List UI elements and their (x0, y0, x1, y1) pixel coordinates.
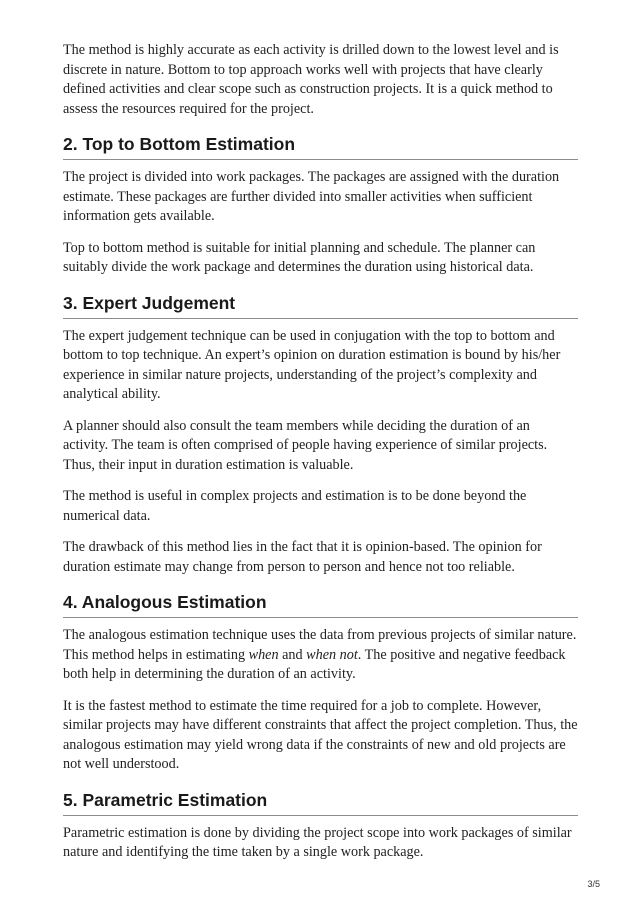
text-run: and (278, 646, 307, 663)
paragraph: The project is divided into work packages. The packages are assigned with the duration estimate. These packages are further divided into smaller activities when sufficient information gets available. (63, 169, 560, 224)
intro-paragraph: The method is highly accurate as each activity is drilled down to the lowest level and is discrete in nature. Bottom to top approach works well with projects that have clearly defined activities and clear scope such as construction projects. It is a quick method to assess the resources required for the project. (63, 42, 559, 117)
emphasis-when: when (248, 646, 279, 663)
section-heading-parametric-estimation: 5. Parametric Estimation (63, 789, 578, 816)
paragraph (63, 626, 578, 685)
paragraph: The method is useful in complex projects and estimation is to be done beyond the numerical data. (63, 488, 527, 524)
section-heading-analogous-estimation: 4. Analogous Estimation (63, 591, 578, 618)
paragraph: The expert judgement technique can be used in conjugation with the top to bottom and bottom to top technique. An expert’s opinion on duration estimation is bound by his/her experience in similar nature projects, understanding of the project’s complexity and analytical ability. (63, 327, 561, 402)
text-run: The analogous estimation technique uses the data from previous projects of similar nature. This method helps in estimating (63, 627, 577, 663)
page-number: 3/5 (587, 879, 600, 889)
article-body (63, 41, 578, 875)
emphasis-when-not: when not (306, 646, 358, 663)
section-heading-top-to-bottom: 2. Top to Bottom Estimation (63, 133, 578, 160)
paragraph: It is the fastest method to estimate the time required for a job to complete. However, similar projects may have different constraints that affect the project completion. Thus, the analogous estimation may yield wrong data if the constraints of new and old projects are not well understood. (63, 697, 578, 772)
paragraph: A planner should also consult the team members while deciding the duration of an activity. The team is often comprised of people having experience of similar projects. Thus, their input in duration estimation is valuable. (63, 417, 548, 473)
paragraph: Top to bottom method is suitable for initial planning and schedule. The planner can suitably divide the work package and determines the duration using historical data. (63, 239, 536, 275)
text-run: . The positive and negative feedback both help in determining the duration of an activity. (63, 646, 566, 682)
section-heading-expert-judgement: 3. Expert Judgement (63, 292, 578, 319)
paragraph: The drawback of this method lies in the fact that it is opinion-based. The opinion for duration estimate may change from person to person and hence not too reliable. (63, 539, 542, 575)
paragraph: Parametric estimation is done by dividing the project scope into work packages of similar nature and identifying the time taken by a single work package. (63, 824, 572, 860)
